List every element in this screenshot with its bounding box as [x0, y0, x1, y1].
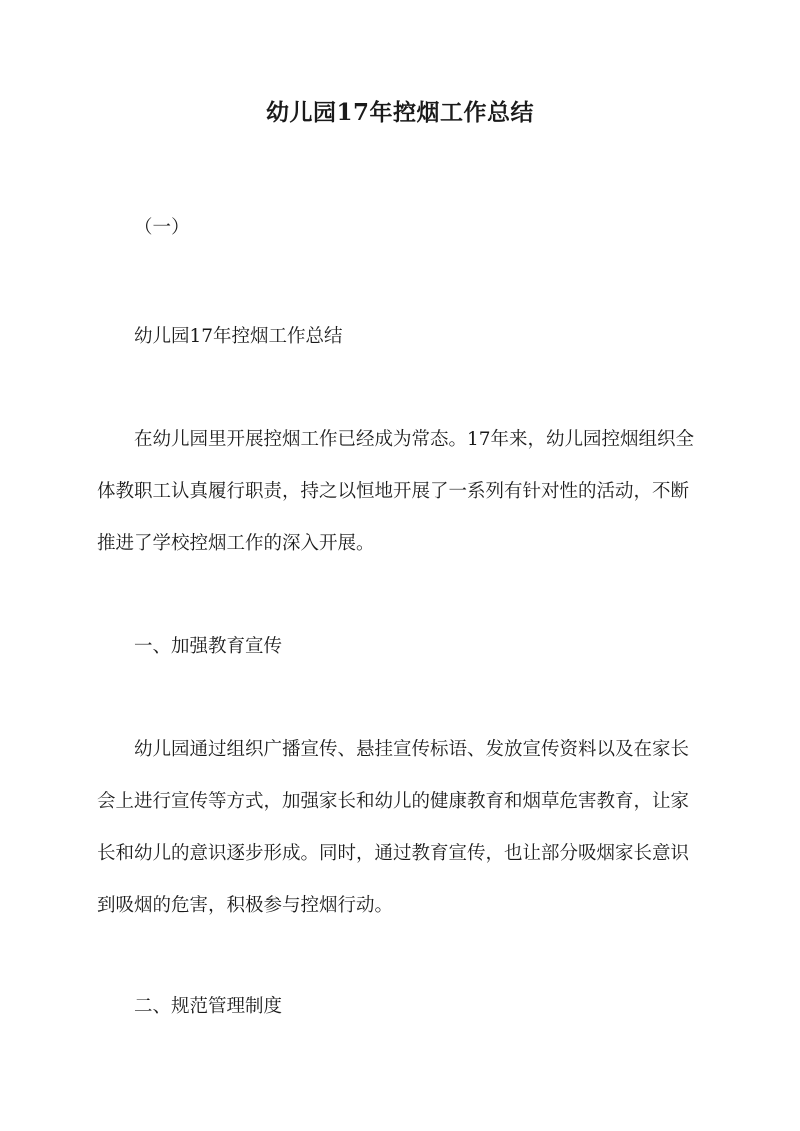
intro-line: 在幼儿园里开展控烟工作已经成为常态。17年来，幼儿园控烟组织全: [134, 429, 695, 450]
paragraph-line: 会上进行宣传等方式，加强家长和幼儿的健康教育和烟草危害教育，让家: [97, 791, 690, 812]
intro-line: 推进了学校控烟工作的深入开展。: [97, 533, 375, 554]
paragraph-line: 长和幼儿的意识逐步形成。同时，通过教育宣传，也让部分吸烟家长意识: [97, 843, 690, 864]
section-heading-1: 一、加强教育宣传: [134, 636, 283, 657]
paragraph-1: [97, 724, 694, 932]
paragraph-line: 到吸烟的危害，积极参与控烟行动。: [97, 895, 394, 916]
intro-line: 体教职工认真履行职责，持之以恒地开展了一系列有针对性的活动，不断: [97, 481, 690, 502]
document-title: 幼儿园17年控烟工作总结: [265, 99, 534, 126]
subtitle: 幼儿园17年控烟工作总结: [134, 326, 343, 347]
paragraph-line: 幼儿园通过组织广播宣传、悬挂宣传标语、发放宣传资料以及在家长: [134, 739, 690, 760]
section-heading-2: 二、规范管理制度: [134, 996, 283, 1017]
intro-paragraph: [97, 414, 695, 570]
section-marker: （一）: [134, 217, 190, 238]
